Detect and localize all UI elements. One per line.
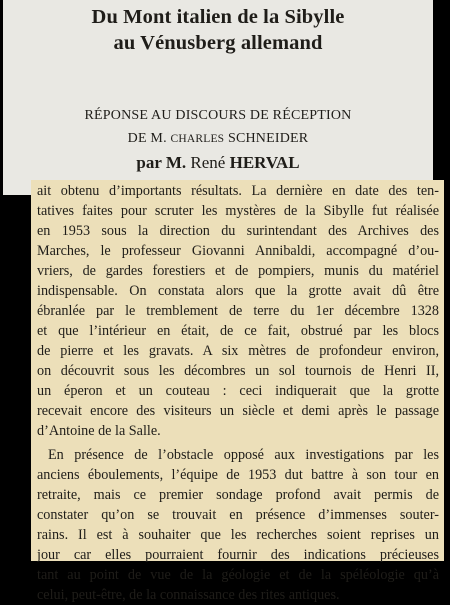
author-firstname: René [190,153,226,172]
body-line: anciens éboulements, l’équipe de 1953 dut battre à son tour en [37,467,439,483]
author-surname: HERVAL [225,153,300,172]
header-clipping [3,0,433,195]
body-line: celui, peut-être, de la connaissance des rites antiques. [37,587,340,603]
body-line: tant au point de vue de la géologie et de la spéléologie qu’à [37,567,439,583]
subtitle-firstname: CHARLES [170,133,225,145]
body-line: rains. Il est à souhaiter que les recherches soient reprises un [37,527,439,543]
author-prefix: par M. [136,153,191,172]
subtitle-line-1: RÉPONSE AU DISCOURS DE RÉCEPTION [84,108,352,123]
body-line: ait obtenu d’importants résultats. La dernière en date des ten- [37,183,439,199]
body-line: recevait encore des visiteurs un siècle et demi après le passage [37,403,439,419]
body-line: retraite, mais ce premier sondage profond avait permis de [37,487,439,503]
subtitle-prefix: DE M. [127,131,171,146]
subtitle-line-2 [3,130,433,148]
body-line: jour car elles pourraient fournir des indications précieuses [37,547,439,563]
body-line: vriers, de gardes forestiers et de pompiers, munis du matériel [37,263,439,279]
subtitle-surname: SCHNEIDER [224,131,309,146]
body-line: indispensable. On constata alors que la grotte avait dû être [37,283,439,299]
body-line: ébranlée par le tremblement de terre du 1er décembre 1328 [37,303,439,319]
body-line: d’Antoine de la Salle. [37,423,161,439]
article-title-line-1: Du Mont italien de la Sibylle [91,6,345,28]
body-line: tatives faites pour scruter les mystères de la Sibylle fut réalisée [37,203,439,219]
author-byline [3,153,433,173]
body-line: En présence de l’obstacle opposé aux investigations par les [48,447,439,463]
body-line: Marches, le professeur Giovanni Annibaldi, accompagné d’ou- [37,243,439,259]
body-line: en 1953 sous la direction du surintendant des Archives des [37,223,439,239]
body-line: un éperon et un couteau : ceci indiquerait que la grotte [37,383,439,399]
body-line: de pierre et les gravats. A six mètres de profondeur environ, [37,343,439,359]
body-line: on découvrit sous les décombres un sol tournois de Henri II, [37,363,439,379]
body-line: constater qu’on se trouvait en présence d’immenses souter- [37,507,439,523]
body-line: et que l’intérieur en était, de ce fait, obstrué par les blocs [37,323,439,339]
body-text-clipping [31,180,444,603]
article-title-line-2: au Vénusberg allemand [113,32,323,54]
